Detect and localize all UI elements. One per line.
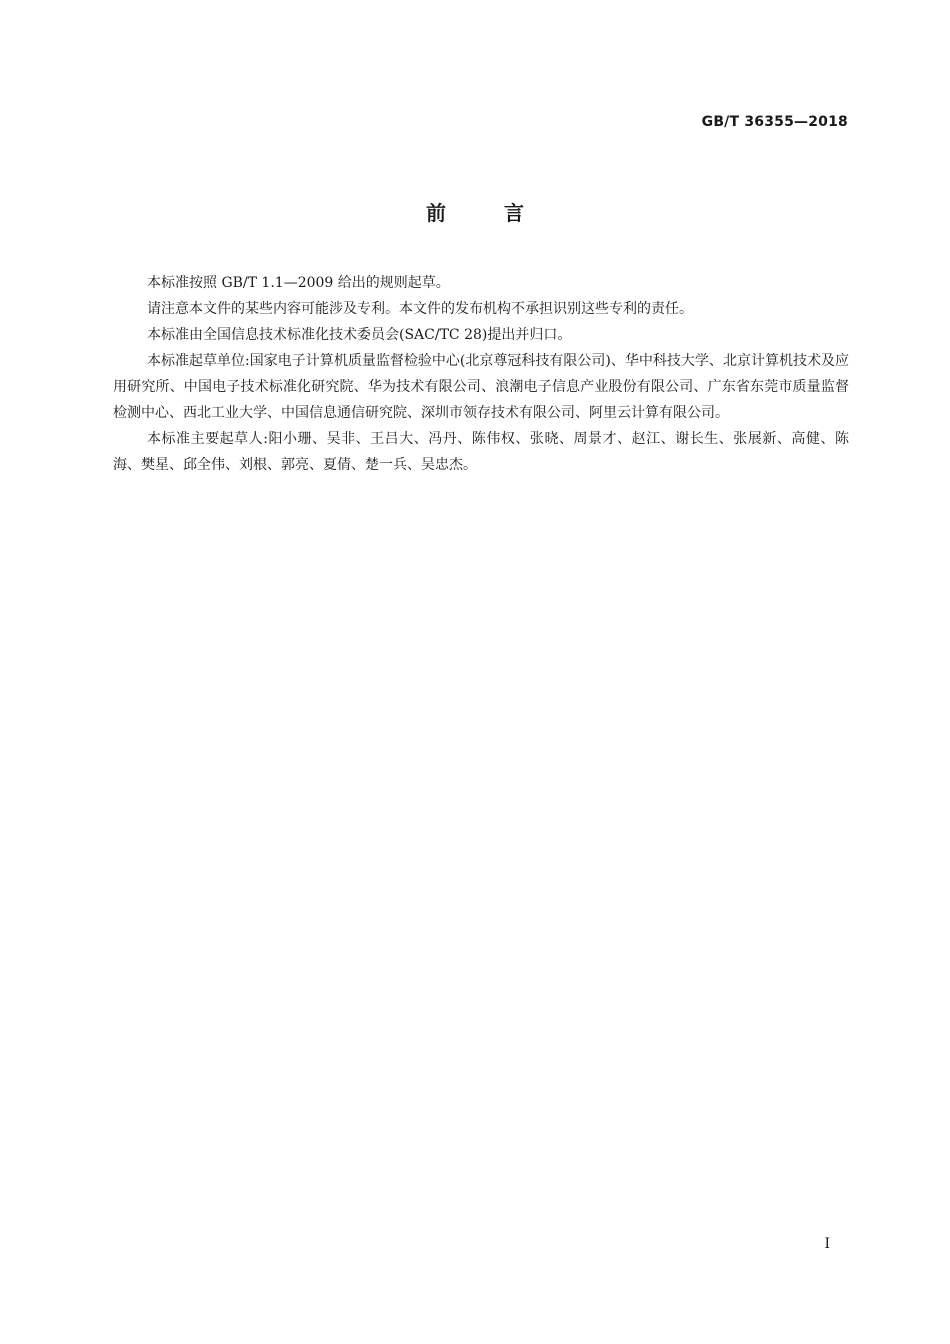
paragraph-drafters: 本标准主要起草人:阳小珊、吴非、王吕大、冯丹、陈伟权、张晓、周景才、赵江、谢长生、张展新、高健、陈海、樊星、邱全伟、刘根、郭亮、夏倩、楚一兵、吴忠杰。 [113,431,849,473]
section-title [0,197,950,226]
foreword-body [113,270,849,478]
paragraph-drafting-rules: 本标准按照 GB/T 1.1—2009 给出的规则起草。 [147,275,450,291]
paragraph-patent-notice: 请注意本文件的某些内容可能涉及专利。本文件的发布机构不承担识别这些专利的责任。 [147,301,693,317]
paragraph-committee: 本标准由全国信息技术标准化技术委员会(SAC/TC 28)提出并归口。 [147,327,572,343]
title-char-1: 前 [426,201,446,225]
paragraph-drafting-units: 本标准起草单位:国家电子计算机质量监督检验中心(北京尊冠科技有限公司)、华中科技大学、北京计算机技术及应用研究所、中国电子技术标准化研究院、华为技术有限公司、浪潮电子信息产业股份有限公司、广东省东莞市质量监督检测中心、西北工业大学、中国信息通信研究院、深圳市领存技术有限公司、阿里云计算有限公司。 [113,353,849,421]
standard-number: GB/T 36355—2018 [701,114,848,130]
page-number: I [824,1236,830,1252]
title-char-2: 言 [504,201,524,225]
